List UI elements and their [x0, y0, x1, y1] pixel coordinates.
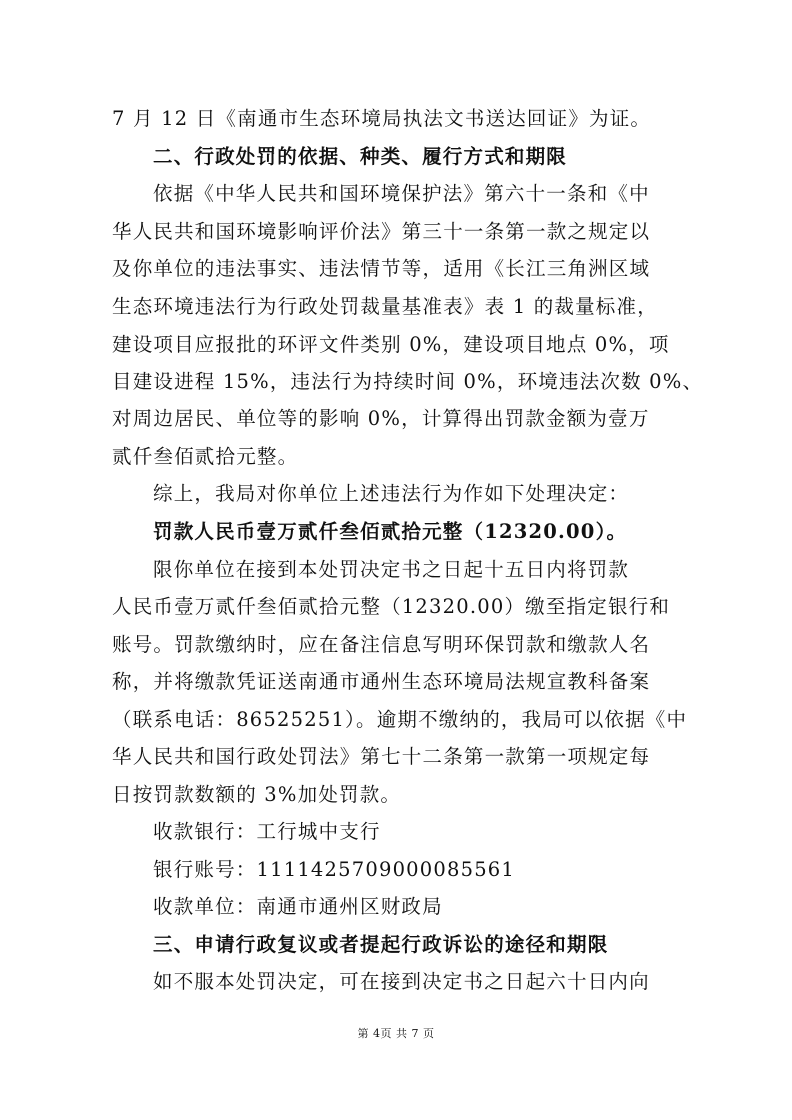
text-line: 华人民共和国环境影响评价法》第三十一条第一款之规定以 — [112, 220, 651, 243]
text-line: 7 月 12 日《南通市生态环境局执法文书送达回证》为证。 — [112, 107, 652, 130]
section-heading: 三、申请行政复议或者提起行政诉讼的途径和期限 — [153, 933, 609, 956]
bank-account: 银行账号：1111425709000085561 — [153, 858, 516, 881]
text-line: 日按罚款数额的 3%加处罚款。 — [112, 783, 402, 806]
page-footer: 第 4页 共 7 页 — [357, 1027, 435, 1040]
text-line: 及你单位的违法事实、违法情节等，适用《长江三角洲区域 — [112, 257, 651, 280]
text-line: 对周边居民、单位等的影响 0%，计算得出罚款金额为壹万 — [112, 407, 650, 430]
text-line: 华人民共和国行政处罚法》第七十二条第一款第一项规定每 — [112, 745, 651, 768]
penalty-decision: 罚款人民币壹万贰仟叁佰贰拾元整（12320.00）。 — [153, 520, 628, 543]
text-line: （联系电话：86525251）。逾期不缴纳的，我局可以依据《中 — [112, 708, 688, 731]
payee-bank: 收款银行：工行城中支行 — [153, 820, 381, 843]
text-line: 账号。罚款缴纳时，应在备注信息写明环保罚款和缴款人名 — [112, 633, 651, 656]
text-line: 目建设进程 15%，违法行为持续时间 0%，环境违法次数 0%、 — [112, 370, 704, 393]
section-heading: 二、行政处罚的依据、种类、履行方式和期限 — [153, 145, 568, 168]
text-line: 生态环境违法行为行政处罚裁量基准表》表 1 的裁量标准， — [112, 295, 658, 318]
text-line: 人民币壹万贰仟叁佰贰拾元整（12320.00）缴至指定银行和 — [112, 595, 671, 618]
text-line: 依据《中华人民共和国环境保护法》第六十一条和《中 — [153, 182, 650, 205]
text-line: 限你单位在接到本处罚决定书之日起十五日内将罚款 — [153, 558, 630, 581]
payee-unit: 收款单位：南通市通州区财政局 — [153, 895, 443, 918]
text-line: 如不服本处罚决定，可在接到决定书之日起六十日内向 — [153, 970, 650, 993]
text-line: 综上，我局对你单位上述违法行为作如下处理决定： — [153, 482, 630, 505]
text-line: 贰仟叁佰贰拾元整。 — [112, 445, 299, 468]
text-line: 建设项目应报批的环评文件类别 0%，建设项目地点 0%，项 — [112, 333, 670, 356]
text-line: 称，并将缴款凭证送南通市通州生态环境局法规宣教科备案 — [112, 670, 651, 693]
